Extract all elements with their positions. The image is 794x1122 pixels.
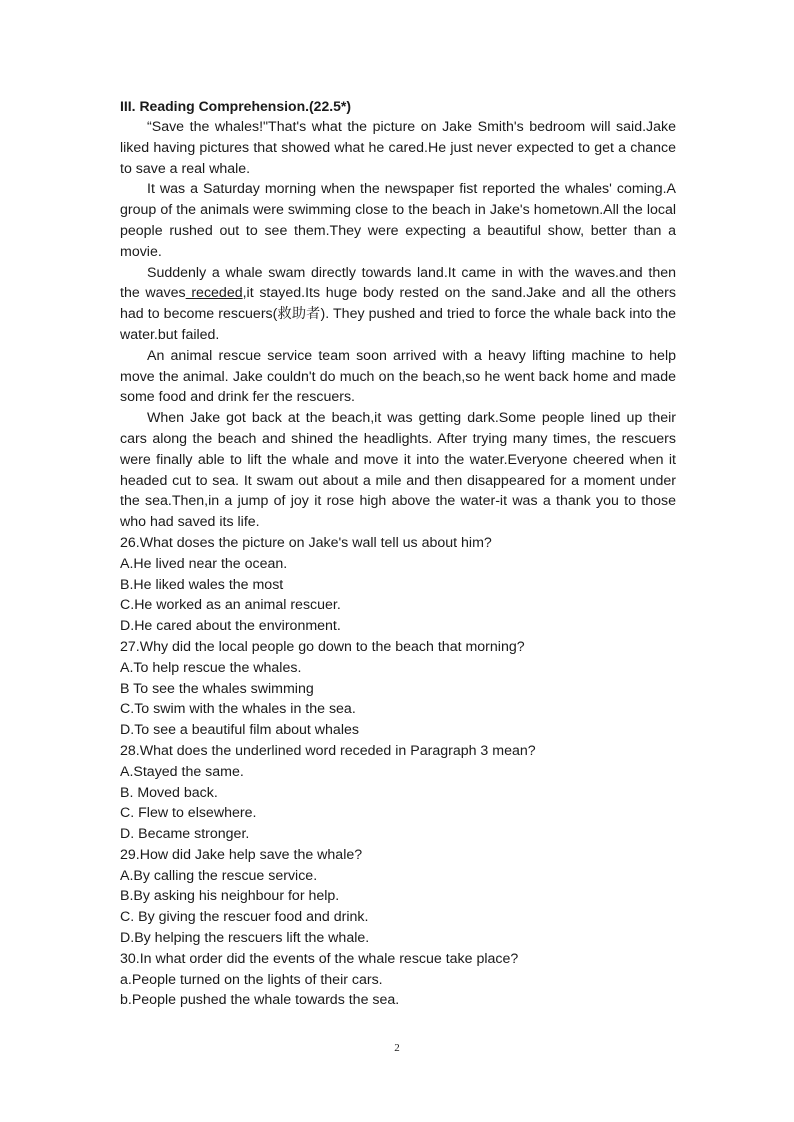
passage-paragraph-3	[120, 263, 676, 346]
question-text: 28.What does the underlined word receded in Paragraph 3 mean?	[120, 742, 536, 759]
document-page	[120, 96, 676, 1011]
option: D.By helping the rescuers lift the whale.	[120, 930, 370, 947]
option: a.People turned on the lights of their cars.	[120, 971, 383, 988]
option: b.People pushed the whale towards the sea.	[120, 992, 400, 1009]
question-text: 26.What doses the picture on Jake's wall tell us about him?	[120, 534, 492, 551]
passage-paragraph-5: When Jake got back at the beach,it was getting dark.Some people lined up their cars along the beach and shined the headlights. After trying many times, the rescuers were finally able to lift the whale and move it into the water.Everyone cheered when it headed cut to sea. It swam out about a mile and then disappeared for a moment under the sea.Then,in a jump of joy it rose high above the water-it was a thank you to those who had saved its life.	[120, 410, 676, 531]
passage-paragraph-4: An animal rescue service team soon arrived with a heavy lifting machine to help move the animal. Jake couldn't do much on the beach,so he went back home and made some food and drink fer the rescuers.	[120, 347, 676, 406]
question-29	[120, 845, 676, 949]
option: D.To see a beautiful film about whales	[120, 722, 359, 739]
question-30	[120, 949, 676, 1011]
section-title: III. Reading Comprehension.(22.5*)	[120, 98, 352, 114]
option: B To see the whales swimming	[120, 680, 314, 697]
option: C.To swim with the whales in the sea.	[120, 701, 356, 718]
option: B.He liked wales the most	[120, 576, 284, 593]
option: B.By asking his neighbour for help.	[120, 888, 340, 905]
underlined-word-receded: receded	[185, 285, 243, 302]
option: C. Flew to elsewhere.	[120, 805, 257, 822]
passage-paragraph-2: It was a Saturday morning when the newspaper fist reported the whales' coming.A group of the animals were swimming close to the beach in Jake's hometown.All the local people rushed out to see them.They were expecting a beautiful show, better than a movie.	[120, 181, 676, 260]
option: C. By giving the rescuer food and drink.	[120, 909, 369, 926]
paragraph-3-text-after: ,it stayed.Its huge body rested on the sand.Jake and all the others had to become rescuers(救助者). They pushed and tried to force the whale back into the water.but failed.	[120, 285, 676, 343]
option: A.Stayed the same.	[120, 763, 244, 780]
question-28	[120, 741, 676, 845]
passage-paragraph-1: “Save the whales!"That's what the picture on Jake Smith's bedroom will said.Jake liked having pictures that showed what he cared.He just never expected to get a chance to save a real whale.	[120, 119, 676, 177]
option: D. Became stronger.	[120, 826, 250, 843]
question-text: 29.How did Jake help save the whale?	[120, 846, 363, 863]
option: A.By calling the rescue service.	[120, 867, 318, 884]
question-27	[120, 637, 676, 741]
option: A.He lived near the ocean.	[120, 555, 288, 572]
option: A.To help rescue the whales.	[120, 659, 302, 676]
page-number: 2	[394, 1042, 400, 1054]
question-26	[120, 533, 676, 637]
question-text: 30.In what order did the events of the whale rescue take place?	[120, 950, 519, 967]
option: C.He worked as an animal rescuer.	[120, 597, 341, 614]
question-text: 27.Why did the local people go down to the beach that morning?	[120, 638, 525, 655]
paragraph-3-text-before: Suddenly a whale swam directly towards land.It came in with the waves.and then the waves	[120, 264, 676, 302]
option: D.He cared about the environment.	[120, 618, 341, 635]
option: B. Moved back.	[120, 784, 218, 801]
